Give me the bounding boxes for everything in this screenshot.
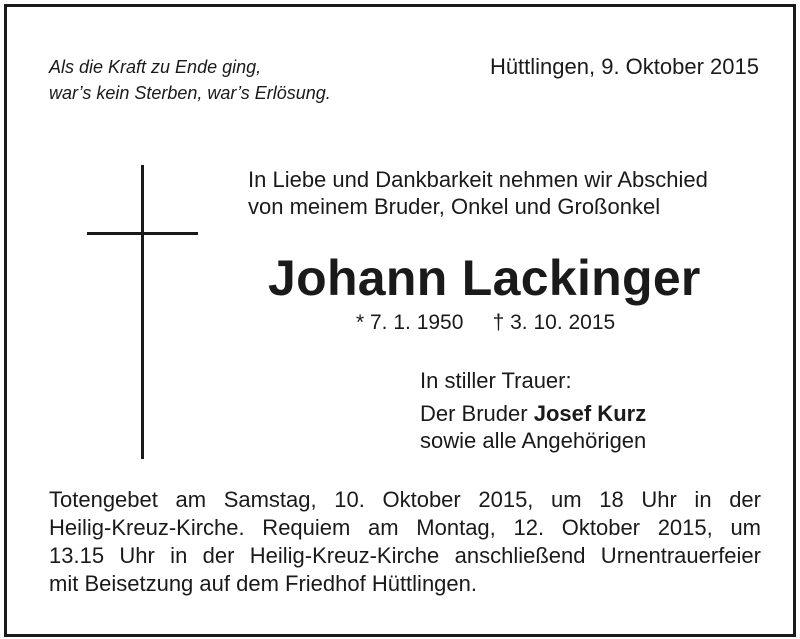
mourner-line-1 — [420, 400, 646, 427]
intro-line-2: von meinem Bruder, Onkel und Großonkel — [248, 194, 661, 219]
motto — [49, 54, 331, 106]
cross-icon-horizontal-bar — [87, 232, 198, 235]
death-date: † 3. 10. 2015 — [492, 311, 616, 334]
place-date: Hüttlingen, 9. Oktober 2015 — [489, 54, 759, 79]
intro-text — [248, 166, 708, 220]
notice-line-4: mit Beisetzung auf dem Friedhof Hüttlingen. — [49, 571, 478, 596]
birth-date: * 7. 1. 1950 — [356, 311, 464, 334]
notice-line-2: Heilig-Kreuz-Kirche. Requiem am Montag, 12. Oktober 2015, um — [49, 515, 761, 540]
motto-line-2: war’s kein Sterben, war’s Erlösung. — [49, 83, 331, 103]
mourner-prefix: Der Bruder — [420, 401, 534, 426]
deceased-name: Johann Lackinger — [268, 250, 701, 306]
mourner-name: Josef Kurz — [533, 401, 647, 426]
obituary-frame — [4, 4, 796, 637]
mourning-heading: In stiller Trauer: — [420, 368, 572, 393]
life-dates — [356, 310, 615, 336]
notice-line-1: Totengebet am Samstag, 10. Oktober 2015, um 18 Uhr in der — [49, 487, 761, 512]
mourner-line-2: sowie alle Angehörigen — [420, 428, 647, 453]
intro-line-1: In Liebe und Dankbarkeit nehmen wir Abschied — [248, 167, 708, 192]
motto-line-1: Als die Kraft zu Ende ging, — [49, 57, 262, 77]
funeral-notice — [49, 486, 761, 598]
mourning-block — [420, 367, 646, 454]
notice-line-3: 13.15 Uhr in der Heilig-Kreuz-Kirche anschließend Urnentrauerfeier — [49, 543, 761, 568]
cross-icon-vertical-bar — [141, 165, 144, 459]
